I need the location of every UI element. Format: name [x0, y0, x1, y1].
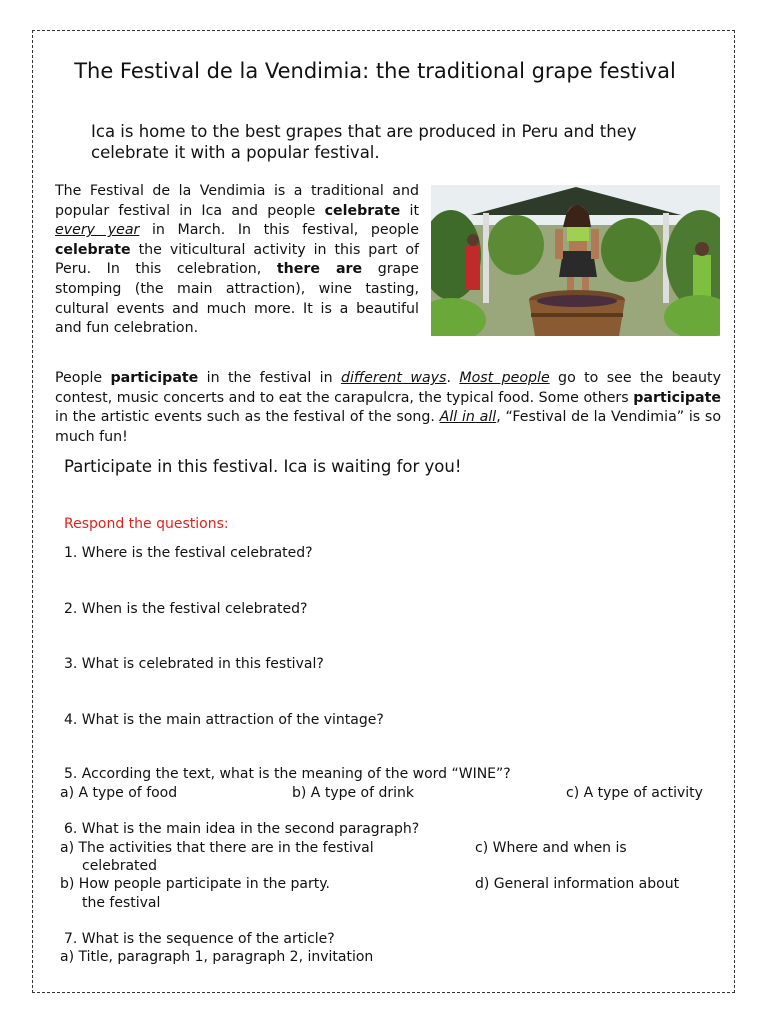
page-title: The Festival de la Vendimia: the traditional grape festival — [74, 59, 676, 83]
text-run: . — [446, 370, 460, 386]
paragraph-1 — [55, 182, 419, 339]
question-5-option-a: a) A type of food — [60, 785, 178, 801]
subtitle: Ica is home to the best grapes that are produced in Peru and they celebrate it with a popular festival. — [91, 122, 637, 162]
text-run: in the festival in — [198, 370, 341, 386]
question-6-option-b: b) How people participate in the party. — [60, 876, 330, 892]
invitation-text: Participate in this festival. Ica is waiting for you! — [64, 457, 462, 476]
question-1: 1. Where is the festival celebrated? — [64, 545, 313, 561]
text-run: the viticultural activity in this part of Peru. In this celebration, — [55, 241, 419, 278]
question-6: 6. What is the main idea in the second paragraph? — [64, 821, 420, 837]
text-run: in March. In this festival, people — [139, 222, 419, 239]
underlined-phrase: All in all — [439, 409, 497, 426]
bold-word: participate — [633, 389, 721, 406]
text-run: it — [400, 202, 420, 219]
text-run: The Festival de la Vendimia is a traditional and popular festival in Ica and people — [55, 183, 419, 219]
question-5-option-c: c) A type of activity — [566, 785, 703, 801]
question-3: 3. What is celebrated in this festival? — [64, 656, 324, 672]
question-7: 7. What is the sequence of the article? — [64, 931, 335, 947]
question-6-option-d-cont: the festival — [82, 895, 161, 911]
text-run: grape stomping (the main attraction), wine tasting, cultural events and much more. It is a beautiful and fun celebration. — [55, 261, 419, 337]
text-run: in the artistic events such as the festival of the song. — [55, 409, 440, 426]
question-2: 2. When is the festival celebrated? — [64, 601, 308, 617]
underlined-phrase: different ways — [340, 370, 447, 386]
bold-word: there are — [276, 261, 363, 278]
respond-label: Respond the questions: — [64, 516, 229, 532]
question-6-option-a-cont: celebrated — [82, 858, 158, 874]
underlined-phrase: every year — [55, 222, 140, 239]
question-6-option-d: d) General information about — [475, 876, 680, 892]
question-5-option-b: b) A type of drink — [292, 785, 415, 801]
question-5: 5. According the text, what is the meaning of the word “WINE”? — [64, 766, 511, 782]
bold-word: celebrate — [55, 241, 131, 258]
bold-word: participate — [110, 370, 199, 386]
bold-word: celebrate — [324, 202, 401, 219]
question-6-option-c: c) Where and when is — [475, 840, 627, 856]
question-6-option-a: a) The activities that there are in the festival — [60, 840, 374, 856]
paragraph-2 — [55, 369, 721, 447]
question-7-option-a: a) Title, paragraph 1, paragraph 2, invitation — [60, 949, 374, 965]
text-run: go to see the beauty contest, music concerts and to eat the carapulcra, the typical food. Some others — [55, 370, 721, 406]
underlined-phrase: Most people — [459, 370, 550, 386]
question-4: 4. What is the main attraction of the vintage? — [64, 712, 384, 728]
text-run: People — [55, 370, 111, 386]
text-run: , “Festival de la Vendimia” is so much fun! — [55, 409, 722, 445]
festival-photo — [431, 185, 720, 336]
